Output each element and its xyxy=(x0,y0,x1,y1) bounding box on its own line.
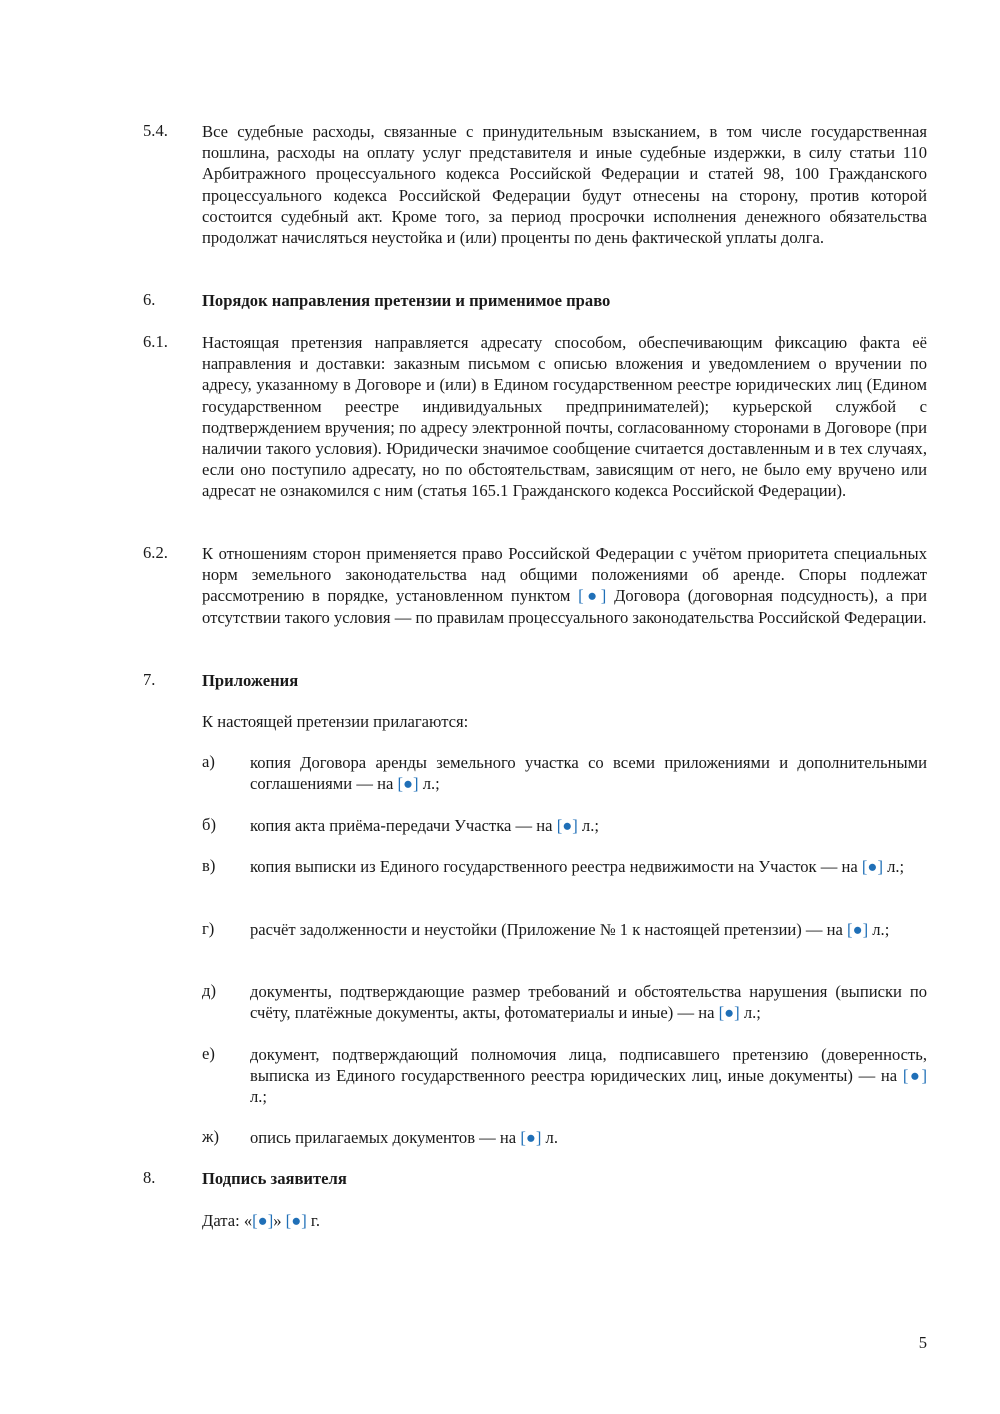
text-part: копия акта приёма-передачи Участка — на xyxy=(250,816,557,835)
placeholder-marker: [●] xyxy=(397,774,419,794)
attachment-item xyxy=(202,919,927,940)
text-part: документ, подтверждающий полномочия лица, подписавшего претензию (доверенность, выписка из Единого государственного реестра юридических лиц, иные документы) — на xyxy=(250,1045,927,1086)
placeholder-marker: [●] xyxy=(718,1003,740,1023)
attachment-item xyxy=(202,1127,927,1148)
text-part: л.; xyxy=(577,816,599,835)
section-number: 6.1. xyxy=(143,332,168,351)
attachment-item xyxy=(202,1044,927,1108)
section-title: Порядок направления претензии и применимое право xyxy=(202,291,611,310)
section-6-1 xyxy=(143,332,927,502)
text-part: л. xyxy=(541,1128,558,1147)
placeholder-marker: [●] xyxy=(861,857,883,876)
attachment-item xyxy=(202,856,927,877)
item-text xyxy=(250,752,927,794)
section-text: Все судебные расходы, связанные с принудительным взысканием, в том числе государственная пошлина, расходы на оплату услуг представителя и иные судебные издержки, в силу статьи 110 Арбитражного процессуального кодекса Российской Федерации и статей 98, 100 Гражданского процессуального кодекса Российской Федерации будут отнесены на сторону, против которой состоится судебный акт. Кроме того, за период просрочки исполнения денежного обязательства продолжат начисляться неустойка и (или) проценты по день фактической уплаты долга. xyxy=(202,122,927,248)
section-text: Настоящая претензия направляется адресату способом, обеспечивающим фиксацию факта её направления и доставки: заказным письмом с описью вложения и уведомлением о вручении по адресу, указанному в Договоре и (или) в Едином государственном реестре юридических лиц (Едином государственном реестре индивидуальных предпринимателей); курьерской службой с подтверждением вручения; по адресу электронной почты, согласованному сторонами в Договоре (при наличии такого условия). Юридически значимое сообщение считается доставленным и в тех случаях, если оно поступило адресату, но по обстоятельствам, зависящим от него, не было ему вручено или адресат не ознакомился с ним (статья 165.1 Гражданского кодекса Российской Федерации). xyxy=(202,333,927,501)
signature-date xyxy=(143,1210,927,1231)
placeholder-marker: [●] xyxy=(520,1128,542,1147)
section-number: 6.2. xyxy=(143,543,168,562)
item-letter: е) xyxy=(202,1044,215,1063)
text-part: л.; xyxy=(739,1003,761,1023)
attachment-item xyxy=(202,815,927,836)
page-number: 5 xyxy=(918,1333,927,1352)
placeholder-marker: [●] xyxy=(578,586,607,606)
item-letter: г) xyxy=(202,919,215,938)
item-letter: а) xyxy=(202,752,215,771)
placeholder-marker: [●] xyxy=(902,1066,927,1086)
item-text xyxy=(250,815,927,836)
text-part: копия выписки из Единого государственного реестра недвижимости на Участок — на xyxy=(250,857,862,876)
intro-text: К настоящей претензии прилагаются: xyxy=(202,712,469,731)
section-5-4 xyxy=(143,121,927,248)
placeholder-marker: [●] xyxy=(252,1211,274,1230)
placeholder-marker: [●] xyxy=(556,816,578,835)
item-letter: б) xyxy=(202,815,216,834)
item-text xyxy=(250,1127,927,1148)
text-part: Дата: « xyxy=(202,1211,253,1230)
item-letter: д) xyxy=(202,981,216,1000)
text-part: опись прилагаемых документов — на xyxy=(250,1128,521,1147)
section-text xyxy=(202,543,927,628)
text-part: копия Договора аренды земельного участка со всеми приложениями и дополнительными соглашениями — на xyxy=(250,753,927,794)
item-text xyxy=(250,1044,927,1108)
text-part: л.; xyxy=(418,774,440,794)
attachment-item xyxy=(202,981,927,1023)
section-6-2 xyxy=(143,543,927,628)
text-part: Договора (договорная подсудность), а при отсутствии такого условия — по правилам процессуального законодательства Российской Федерации. xyxy=(202,586,928,627)
placeholder-marker: [●] xyxy=(285,1211,307,1230)
item-text xyxy=(250,856,927,877)
section-number: 6. xyxy=(143,290,156,309)
section-6-heading xyxy=(143,290,927,311)
section-number: 7. xyxy=(143,670,156,689)
item-text xyxy=(250,981,927,1023)
section-title: Приложения xyxy=(202,671,299,690)
text-part: расчёт задолженности и неустойки (Приложение № 1 к настоящей претензии) — на xyxy=(250,920,848,939)
section-title: Подпись заявителя xyxy=(202,1169,347,1188)
date-line xyxy=(202,1210,927,1231)
attachment-item xyxy=(202,752,927,794)
text-part: » xyxy=(273,1211,286,1230)
section-number: 8. xyxy=(143,1168,156,1187)
attachments-intro xyxy=(143,711,927,732)
section-7-heading xyxy=(143,670,927,691)
text-part: К отношениям сторон применяется право Российской Федерации с учётом приоритета специальных норм земельного законодательства над общими положениями об аренде. Споры подлежат рассмотрению в порядке, установленном пунктом xyxy=(202,544,927,606)
item-letter: в) xyxy=(202,856,216,875)
section-8-heading xyxy=(143,1168,927,1189)
item-text xyxy=(250,919,927,940)
section-number: 5.4. xyxy=(143,121,168,140)
text-part: г. xyxy=(306,1211,320,1230)
text-part: л.; xyxy=(250,1087,268,1107)
placeholder-marker: [●] xyxy=(847,920,869,939)
item-letter: ж) xyxy=(202,1127,219,1146)
text-part: л.; xyxy=(882,857,905,876)
text-part: документы, подтверждающие размер требований и обстоятельства нарушения (выписки по счёту, платёжные документы, акты, фотоматериалы и иные) — на xyxy=(250,982,927,1023)
text-part: л.; xyxy=(868,920,890,939)
